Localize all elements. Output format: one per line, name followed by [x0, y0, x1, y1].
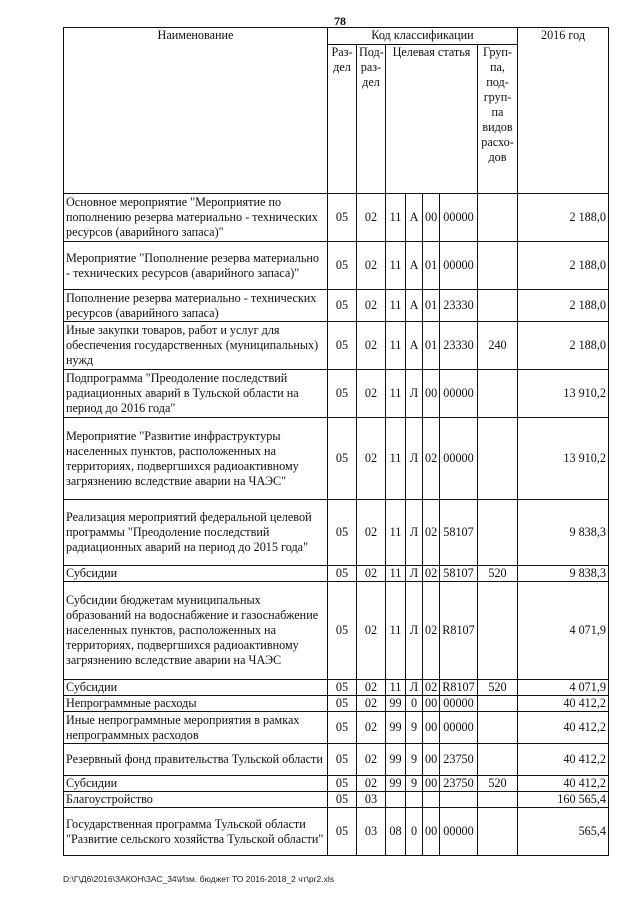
cell-target-program: 11 — [386, 680, 406, 696]
cell-name: Государственная программа Тульской области "Развитие сельского хозяйства Тульской области" — [64, 808, 328, 856]
cell-target-event: 00 — [423, 194, 440, 242]
cell-podrazdel: 02 — [357, 322, 386, 370]
cell-target-program: 11 — [386, 418, 406, 500]
cell-expense-group: 240 — [478, 322, 518, 370]
cell-target-subprogram: Л — [406, 418, 423, 500]
cell-target-direction: 23330 — [440, 290, 478, 322]
cell-podrazdel: 02 — [357, 242, 386, 290]
cell-target-subprogram: Л — [406, 500, 423, 566]
cell-target-subprogram — [406, 792, 423, 808]
cell-podrazdel: 02 — [357, 712, 386, 744]
cell-razdel: 05 — [328, 290, 357, 322]
file-path-footer: D:\Г\Д6\2016\ЗАКОН\ЗАС_34\Изм. бюджет ТО 2016-2018_2 чт\pr2.xls — [63, 874, 334, 884]
cell-target-event: 01 — [423, 322, 440, 370]
cell-podrazdel: 02 — [357, 696, 386, 712]
cell-podrazdel: 02 — [357, 744, 386, 776]
cell-name: Основное мероприятие "Мероприятие по пополнению резерва материально - технических ресурсов (аварийного запаса)" — [64, 194, 328, 242]
header-name: Наименование — [64, 28, 328, 194]
table-row — [64, 370, 609, 418]
cell-podrazdel: 02 — [357, 776, 386, 792]
cell-target-event: 01 — [423, 290, 440, 322]
cell-target-subprogram: А — [406, 194, 423, 242]
header-section: Раз- дел — [328, 45, 357, 194]
header-target-article: Целевая статья — [386, 45, 478, 194]
cell-target-direction: 00000 — [440, 370, 478, 418]
cell-expense-group — [478, 242, 518, 290]
cell-target-event: 02 — [423, 566, 440, 582]
cell-expense-group: 520 — [478, 680, 518, 696]
cell-target-program — [386, 792, 406, 808]
cell-target-subprogram: 9 — [406, 712, 423, 744]
cell-target-subprogram: А — [406, 290, 423, 322]
cell-amount: 13 910,2 — [518, 370, 609, 418]
cell-amount: 4 071,9 — [518, 680, 609, 696]
cell-razdel: 05 — [328, 566, 357, 582]
cell-amount: 9 838,3 — [518, 500, 609, 566]
cell-amount: 40 412,2 — [518, 696, 609, 712]
cell-target-program: 99 — [386, 776, 406, 792]
table-row — [64, 808, 609, 856]
cell-target-event: 02 — [423, 582, 440, 680]
cell-podrazdel: 02 — [357, 500, 386, 566]
cell-expense-group — [478, 290, 518, 322]
cell-razdel: 05 — [328, 712, 357, 744]
cell-target-program: 11 — [386, 194, 406, 242]
cell-expense-group — [478, 744, 518, 776]
table-row — [64, 696, 609, 712]
cell-razdel: 05 — [328, 418, 357, 500]
cell-podrazdel: 02 — [357, 194, 386, 242]
cell-name: Субсидии бюджетам муниципальных образований на водоснабжение и газоснабжение населенных пунктов, расположенных на территориях, подвергшихся радиоактивному загрязнению вследствие аварии на ЧАЭС — [64, 582, 328, 680]
cell-target-program: 11 — [386, 500, 406, 566]
cell-target-event: 00 — [423, 370, 440, 418]
table-row — [64, 322, 609, 370]
page-number: 78 — [334, 14, 346, 28]
cell-target-program: 11 — [386, 566, 406, 582]
cell-podrazdel: 02 — [357, 566, 386, 582]
cell-target-program: 11 — [386, 242, 406, 290]
table-row — [64, 194, 609, 242]
cell-expense-group: 520 — [478, 776, 518, 792]
table-row — [64, 566, 609, 582]
cell-expense-group — [478, 370, 518, 418]
cell-target-event: 02 — [423, 680, 440, 696]
cell-target-event: 00 — [423, 808, 440, 856]
cell-target-direction: 58107 — [440, 566, 478, 582]
cell-target-event: 00 — [423, 744, 440, 776]
budget-table — [63, 27, 609, 856]
cell-target-subprogram: А — [406, 242, 423, 290]
table-row — [64, 290, 609, 322]
cell-target-program: 11 — [386, 370, 406, 418]
cell-amount: 565,4 — [518, 808, 609, 856]
cell-target-program: 11 — [386, 322, 406, 370]
cell-amount: 2 188,0 — [518, 322, 609, 370]
cell-target-program: 11 — [386, 582, 406, 680]
table-row — [64, 418, 609, 500]
cell-target-program: 11 — [386, 290, 406, 322]
cell-razdel: 05 — [328, 776, 357, 792]
table-row — [64, 712, 609, 744]
cell-target-program: 99 — [386, 696, 406, 712]
cell-expense-group: 520 — [478, 566, 518, 582]
cell-expense-group — [478, 696, 518, 712]
cell-expense-group — [478, 194, 518, 242]
cell-target-subprogram: 9 — [406, 744, 423, 776]
cell-target-subprogram: 0 — [406, 696, 423, 712]
cell-razdel: 05 — [328, 500, 357, 566]
cell-target-direction: 58107 — [440, 500, 478, 566]
header-year: 2016 год — [518, 28, 609, 194]
cell-amount: 160 565,4 — [518, 792, 609, 808]
cell-podrazdel: 02 — [357, 680, 386, 696]
cell-target-direction — [440, 792, 478, 808]
cell-target-direction: 00000 — [440, 696, 478, 712]
cell-expense-group — [478, 808, 518, 856]
table-row — [64, 744, 609, 776]
cell-razdel: 05 — [328, 696, 357, 712]
cell-expense-group — [478, 418, 518, 500]
cell-name: Пополнение резерва материально - технических ресурсов (аварийного запаса) — [64, 290, 328, 322]
table-row — [64, 680, 609, 696]
cell-name: Мероприятие "Пополнение резерва материально - технических ресурсов (аварийного запаса)" — [64, 242, 328, 290]
cell-name: Непрограммные расходы — [64, 696, 328, 712]
cell-amount: 13 910,2 — [518, 418, 609, 500]
cell-podrazdel: 03 — [357, 808, 386, 856]
cell-podrazdel: 02 — [357, 370, 386, 418]
cell-name: Субсидии — [64, 680, 328, 696]
cell-podrazdel: 03 — [357, 792, 386, 808]
cell-target-subprogram: 9 — [406, 776, 423, 792]
cell-expense-group — [478, 792, 518, 808]
cell-target-subprogram: Л — [406, 582, 423, 680]
cell-expense-group — [478, 582, 518, 680]
cell-target-event: 01 — [423, 242, 440, 290]
cell-target-subprogram: А — [406, 322, 423, 370]
cell-name: Реализация мероприятий федеральной целевой программы "Преодоление последствий радиационных аварий на период до 2015 года" — [64, 500, 328, 566]
cell-podrazdel: 02 — [357, 290, 386, 322]
cell-target-subprogram: Л — [406, 370, 423, 418]
cell-name: Мероприятие "Развитие инфраструктуры населенных пунктов, расположенных на территориях, подвергшихся радиоактивному загрязнению вследствие аварии на ЧАЭС" — [64, 418, 328, 500]
cell-target-program: 08 — [386, 808, 406, 856]
cell-target-event: 02 — [423, 418, 440, 500]
header-expense-group: Груп- па, под- груп- па видов расхо- дов — [478, 45, 518, 194]
cell-name: Иные непрограммные мероприятия в рамках непрограммных расходов — [64, 712, 328, 744]
cell-razdel: 05 — [328, 808, 357, 856]
cell-target-direction: 00000 — [440, 418, 478, 500]
cell-amount: 40 412,2 — [518, 712, 609, 744]
cell-name: Подпрограмма "Преодоление последствий радиационных аварий в Тульской области на период до 2016 года" — [64, 370, 328, 418]
cell-amount: 40 412,2 — [518, 744, 609, 776]
cell-target-event: 00 — [423, 696, 440, 712]
cell-target-direction: 00000 — [440, 242, 478, 290]
table-row — [64, 776, 609, 792]
cell-target-subprogram: Л — [406, 566, 423, 582]
table-row — [64, 500, 609, 566]
cell-podrazdel: 02 — [357, 582, 386, 680]
cell-target-direction: 00000 — [440, 712, 478, 744]
cell-razdel: 05 — [328, 680, 357, 696]
cell-razdel: 05 — [328, 582, 357, 680]
cell-expense-group — [478, 500, 518, 566]
cell-target-direction: 23750 — [440, 744, 478, 776]
table-row — [64, 242, 609, 290]
cell-amount: 2 188,0 — [518, 290, 609, 322]
cell-name: Резервный фонд правительства Тульской области — [64, 744, 328, 776]
cell-target-subprogram: 0 — [406, 808, 423, 856]
cell-razdel: 05 — [328, 744, 357, 776]
header-classification-code: Код классификации — [328, 28, 518, 45]
cell-target-event: 00 — [423, 776, 440, 792]
cell-razdel: 05 — [328, 242, 357, 290]
cell-razdel: 05 — [328, 370, 357, 418]
cell-name: Иные закупки товаров, работ и услуг для обеспечения государственных (муниципальных) нужд — [64, 322, 328, 370]
cell-target-direction: 00000 — [440, 808, 478, 856]
cell-target-direction: R8107 — [440, 582, 478, 680]
cell-target-direction: 23330 — [440, 322, 478, 370]
budget-body — [64, 194, 609, 856]
cell-razdel: 05 — [328, 322, 357, 370]
cell-name: Субсидии — [64, 566, 328, 582]
cell-name: Субсидии — [64, 776, 328, 792]
cell-target-direction: R8107 — [440, 680, 478, 696]
header-subsection: Под- раз- дел — [357, 45, 386, 194]
table-row — [64, 792, 609, 808]
cell-podrazdel: 02 — [357, 418, 386, 500]
cell-target-subprogram: Л — [406, 680, 423, 696]
cell-amount: 2 188,0 — [518, 194, 609, 242]
cell-target-direction: 00000 — [440, 194, 478, 242]
cell-target-event — [423, 792, 440, 808]
cell-expense-group — [478, 712, 518, 744]
cell-amount: 40 412,2 — [518, 776, 609, 792]
cell-amount: 9 838,3 — [518, 566, 609, 582]
cell-amount: 2 188,0 — [518, 242, 609, 290]
cell-razdel: 05 — [328, 792, 357, 808]
cell-name: Благоустройство — [64, 792, 328, 808]
cell-target-program: 99 — [386, 744, 406, 776]
cell-target-event: 00 — [423, 712, 440, 744]
cell-target-program: 99 — [386, 712, 406, 744]
table-row — [64, 582, 609, 680]
cell-target-event: 02 — [423, 500, 440, 566]
cell-target-direction: 23750 — [440, 776, 478, 792]
cell-razdel: 05 — [328, 194, 357, 242]
cell-amount: 4 071,9 — [518, 582, 609, 680]
